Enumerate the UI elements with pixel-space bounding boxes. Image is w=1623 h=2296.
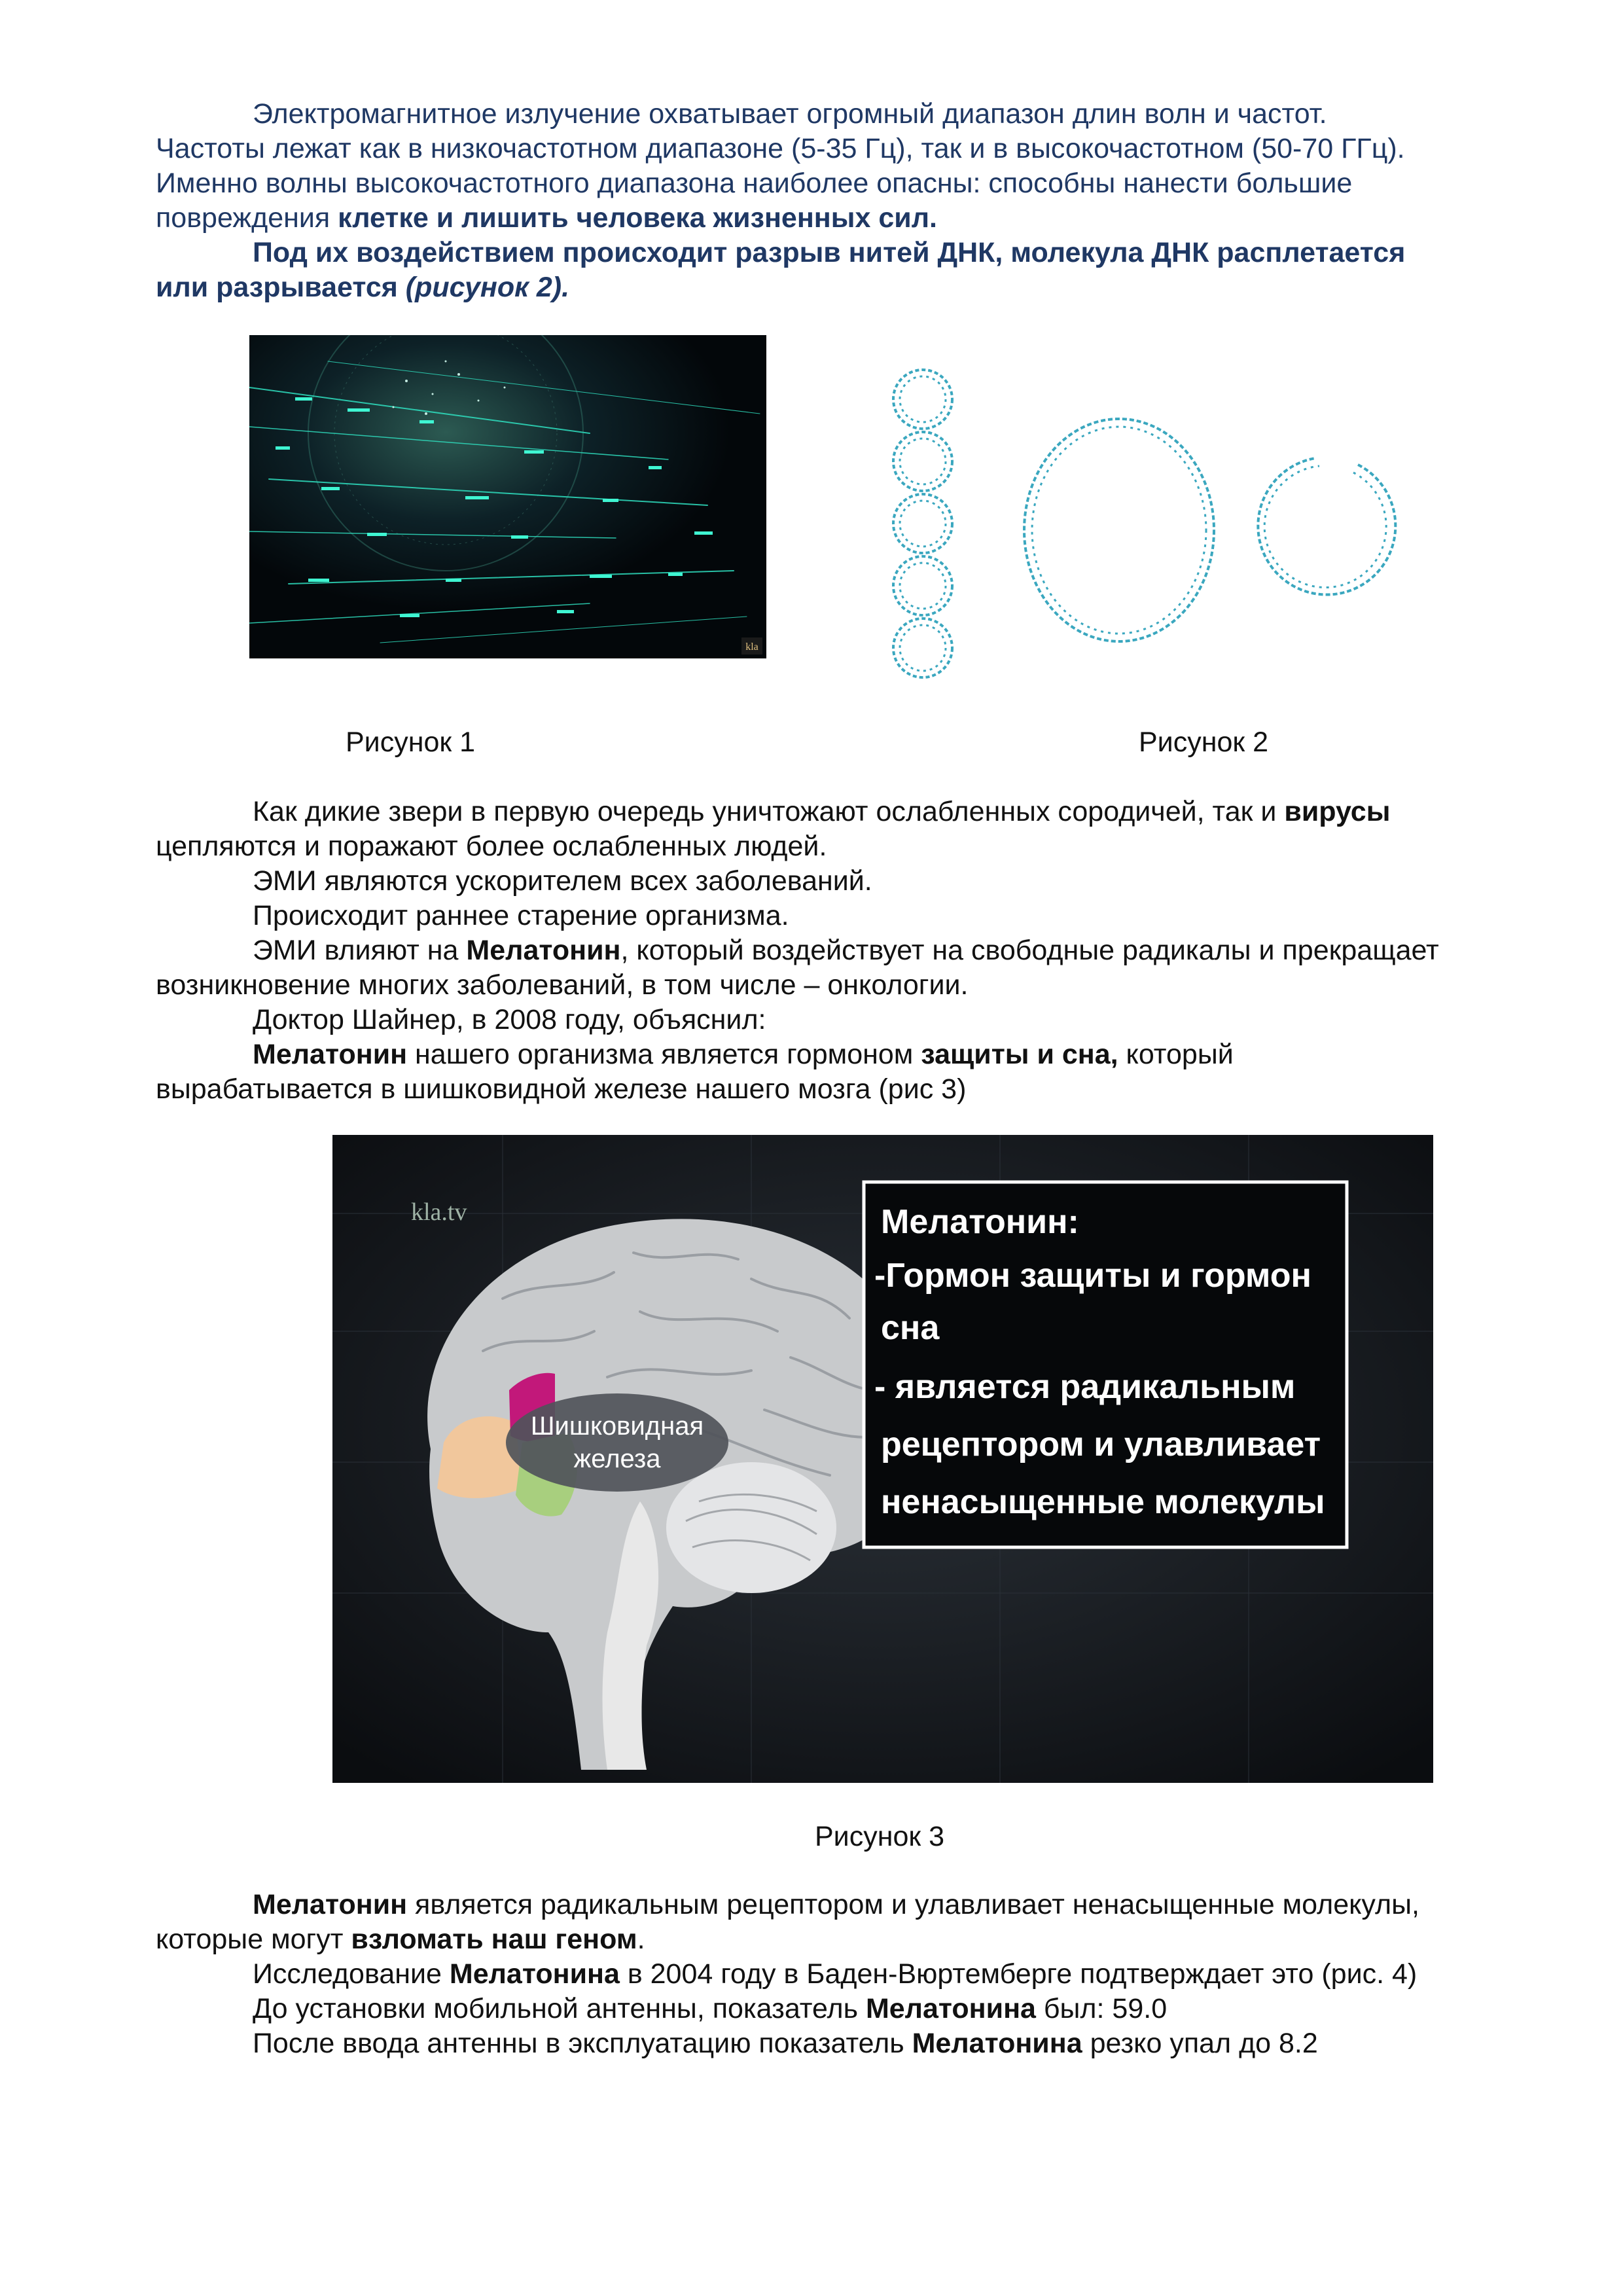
- body-bold-text: Мелатонин: [466, 935, 621, 966]
- figure-3-caption: Рисунок 3: [815, 1821, 945, 1852]
- body-line: Доктор Шайнер, в 2008 году, объяснил:: [253, 1004, 766, 1035]
- body-line: возникновение многих заболеваний, в том числе – онкологии.: [156, 969, 969, 1001]
- intro-line: Электромагнитное излучение охватывает огромный диапазон длин волн и частот.: [253, 98, 1327, 130]
- conclusion-text: [156, 1888, 1537, 2061]
- body-line: который: [1118, 1039, 1234, 1070]
- intro-line: Именно волны высокочастотного диапазона наиболее опасны: способны нанести большие: [156, 168, 1353, 199]
- gland-label-line1: Шишковидная: [530, 1412, 704, 1441]
- body-line: нашего организма является гормоном: [407, 1039, 921, 1070]
- conclusion-bold-text: Мелатонина: [865, 1993, 1036, 2024]
- intro-bold-text: клетке и лишить человека жизненных сил.: [338, 202, 937, 234]
- body-bold-text: защиты и сна,: [921, 1039, 1118, 1070]
- melatonin-box-line: Мелатонин:: [881, 1203, 1079, 1241]
- figure-reference: (рисунок 2).: [405, 272, 570, 303]
- figure-1-corner-mark: kla: [745, 641, 758, 653]
- intro-bold-text: Под их воздействием происходит разрыв нитей ДНК, молекула ДНК расплетается: [253, 237, 1406, 268]
- conclusion-bold-text: Мелатонина: [912, 2028, 1082, 2059]
- figure-2-caption: Рисунок 2: [1139, 726, 1269, 758]
- kla-tv-logo: kla.tv: [411, 1198, 467, 1226]
- body-bold-text: вирусы: [1284, 796, 1391, 827]
- body-line: цепляются и поражают более ослабленных людей.: [156, 831, 827, 862]
- body-line: ЭМИ влияют на: [253, 935, 467, 966]
- intro-bold-text: или разрывается: [156, 272, 406, 303]
- conclusion-bold-text: Мелатонина: [449, 1958, 620, 1990]
- conclusion-line: которые могут: [156, 1924, 351, 1955]
- body-line: вырабатывается в шишковидной железе нашего мозга (рис 3): [156, 1073, 967, 1105]
- conclusion-line: в 2004 году в Баден-Вюртемберге подтверждает это (рис. 4): [619, 1958, 1418, 1990]
- intro-line: Частоты лежат как в низкочастотном диапазоне (5-35 Гц), так и в высокочастотном (50-70 ГГц).: [156, 133, 1405, 164]
- body-line: ЭМИ являются ускорителем всех заболеваний.: [253, 865, 872, 897]
- gland-label-line2: железа: [573, 1444, 661, 1473]
- body-line: , который воздействует на свободные радикалы и прекращает: [620, 935, 1439, 966]
- figure-2-image: [870, 367, 1433, 700]
- conclusion-bold-text: Мелатонин: [253, 1889, 408, 1920]
- body-text: [156, 795, 1537, 1107]
- conclusion-line: Исследование: [253, 1958, 450, 1990]
- conclusion-line: После ввода антенны в эксплуатацию показатель: [253, 2028, 912, 2059]
- conclusion-line: является радикальным рецептором и улавливает ненасыщенные молекулы,: [407, 1889, 1419, 1920]
- figure-1-image: [249, 335, 766, 658]
- body-line: Как дикие звери в первую очередь уничтожают ослабленных сородичей, так и: [253, 796, 1285, 827]
- body-line: Происходит раннее старение организма.: [253, 900, 789, 931]
- melatonin-box-line: ненасыщенные молекулы: [881, 1483, 1325, 1521]
- intro-line: повреждения: [156, 202, 338, 234]
- intro-paragraph: [156, 97, 1537, 305]
- conclusion-bold-text: взломать наш геном: [351, 1924, 637, 1955]
- melatonin-box-line: - является радикальным: [874, 1368, 1296, 1406]
- conclusion-line: был: 59.0: [1035, 1993, 1168, 2024]
- figure-1-caption: Рисунок 1: [346, 726, 476, 758]
- body-bold-text: Мелатонин: [253, 1039, 408, 1070]
- melatonin-box-line: рецептором и улавливает: [881, 1426, 1321, 1463]
- figure-3-image: [332, 1135, 1433, 1783]
- conclusion-line: .: [637, 1924, 645, 1955]
- melatonin-box-line: сна: [881, 1309, 940, 1347]
- conclusion-line: резко упал до 8.2: [1082, 2028, 1318, 2059]
- melatonin-box-line: -Гормон защиты и гормон: [874, 1257, 1311, 1295]
- conclusion-line: До установки мобильной антенны, показатель: [253, 1993, 866, 2024]
